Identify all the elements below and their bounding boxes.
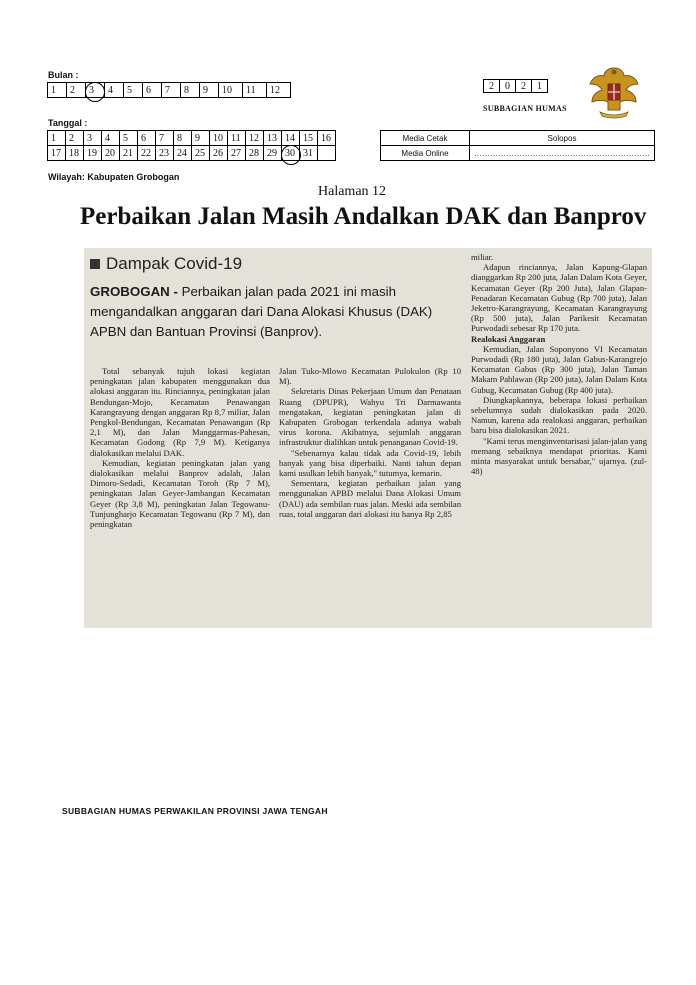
- day-cell: [192, 146, 210, 161]
- day-number: 20: [105, 147, 115, 159]
- day-cell: [84, 146, 102, 161]
- garuda-emblem-icon: [586, 62, 642, 120]
- day-cell: [174, 146, 192, 161]
- month-cell: [219, 83, 243, 98]
- day-grid: [47, 130, 336, 161]
- month-number: 6: [146, 84, 151, 96]
- day-number: 21: [123, 147, 133, 159]
- month-number: 12: [270, 84, 280, 96]
- day-cell: [48, 131, 66, 146]
- month-cell: [86, 83, 105, 98]
- day-cell: [264, 146, 282, 161]
- col3-subheading: Realokasi Anggaran: [471, 333, 546, 344]
- day-number: 5: [123, 132, 128, 144]
- day-number: 10: [213, 132, 223, 144]
- month-number: 3: [89, 84, 94, 96]
- square-bullet-icon: [90, 259, 100, 269]
- day-number: 29: [267, 147, 277, 159]
- day-cell: [66, 131, 84, 146]
- page-number: Halaman 12: [318, 184, 387, 199]
- column-3: [471, 252, 647, 476]
- month-number: 8: [184, 84, 189, 96]
- col2-paragraph-3: "Sebenarnya kalau tidak ada Covid-19, lebih banyak yang bisa diperbaiki. Nanti tahun depan kami usulkan lebih banyak," tutumya, kemarin.: [279, 447, 461, 479]
- day-number: 13: [267, 132, 277, 144]
- media-online-value: …………………………………………………………: [470, 146, 655, 161]
- org-name: SUBBAGIAN HUMAS: [483, 104, 567, 113]
- day-number: 15: [303, 132, 313, 144]
- month-cell: [267, 83, 291, 98]
- day-cell: [84, 131, 102, 146]
- day-cell: [192, 131, 210, 146]
- day-cell: [228, 131, 246, 146]
- day-cell: [246, 146, 264, 161]
- year-digit: 2: [484, 80, 500, 93]
- col2-paragraph-1: Jalan Tuko-Mlowo Kecamatan Pulokulon (Rp 10 M).: [279, 366, 461, 387]
- day-cell: [264, 131, 282, 146]
- column-1: [90, 366, 270, 529]
- day-number: 8: [177, 132, 182, 144]
- month-cell: [243, 83, 267, 98]
- day-number: 3: [87, 132, 92, 144]
- month-cell: [200, 83, 219, 98]
- day-number: 25: [195, 147, 205, 159]
- media-cetak-label: Media Cetak: [381, 131, 470, 146]
- day-number: 28: [249, 147, 259, 159]
- day-number: 18: [69, 147, 79, 159]
- day-number: 23: [159, 147, 169, 159]
- day-cell: [156, 131, 174, 146]
- day-number: 26: [213, 147, 223, 159]
- day-cell: [210, 131, 228, 146]
- lead-paragraph: [90, 282, 460, 342]
- day-number: 17: [51, 147, 61, 159]
- column-2: [279, 366, 461, 519]
- month-cell: [67, 83, 86, 98]
- col3-paragraph-1: Adapun rinciannya, Jalan Kapung-Glapan dianggarkan Rp 200 juta, Jalan Dalam Kota Geyer, Kecamatan Geyer (Rp 200 Juta), Jalan Glapan-Penadaran Kecamatan Gubug (Rp 700 juta), Jalan Jeketro-Karangrayung, Kecamatan Karangrayung (Rp 500 juta), Jalan Parikesit Kecamatan Purwodadi sebesar Rp 170 juta.: [471, 262, 647, 334]
- lead-text: Perbaikan jalan pada 2021 ini masih mengandalkan anggaran dari Dana Alokasi Khusus (DAK) APBN dan Bantuan Provinsi (Banprov).: [90, 284, 433, 339]
- day-cell: [282, 146, 300, 161]
- month-number: 1: [51, 84, 56, 96]
- media-online-label: Media Online: [381, 146, 470, 161]
- col3-paragraph-3: Diungkapkannya, beberapa lokasi perbaikan sebelumnya sudah dialokasikan pada 2020. Namun, karena ada realokasi anggaran, perbaikan baru bisa dialokasikan 2021.: [471, 394, 647, 436]
- col1-paragraph-1: Total sebanyak tujuh lokasi kegiatan peningkatan jalan kabupaten menggunakan dua alokasi anggaran itu. Rinciannya, peningkatan jalan Bendungan-Mojo, Kecamatan Penawangan Karangrayung dengan anggaran Rp 8,7 miliar, Jalan Pengkol-Bendungan, Kecamatan Penawangan (Rp 2,1 M), dan Jalan Manggarmas-Pahesan, Kecamatan Godong (Rp 7,9 M). Ketiganya dialokasikan melalui DAK.: [90, 366, 270, 458]
- media-table: [380, 130, 655, 161]
- day-number: 14: [285, 132, 295, 144]
- day-cell: [138, 131, 156, 146]
- day-number: 27: [231, 147, 241, 159]
- month-number: 9: [203, 84, 208, 96]
- day-cell: [228, 146, 246, 161]
- year-box: [483, 79, 548, 93]
- month-number: 10: [222, 84, 232, 96]
- wilayah-label: Wilayah: Kabupaten Grobogan: [48, 172, 180, 182]
- col1-paragraph-2: Kemudian, kegiatan peningkatan jalan yang dialokasikan melalui Banprov adalah, Jalan Dimoro-Sedadi, Kecamatan Toroh (Rp 7 M), peningkatan Jalan Geyer-Jambangan Kecamatan Geyer (Rp 3,8 M), peningkatan Jalan Tegowanu-Tunjungharjo Kecamatan Tegowanu (Rp 7 M), dan peningkatan: [90, 457, 270, 530]
- day-cell: [210, 146, 228, 161]
- day-number: 1: [51, 132, 56, 144]
- day-cell: [120, 131, 138, 146]
- day-cell: [318, 146, 336, 161]
- day-number: 2: [69, 132, 74, 144]
- month-number: 7: [165, 84, 170, 96]
- day-cell: [156, 146, 174, 161]
- day-cell: [66, 146, 84, 161]
- day-number: 30: [285, 147, 295, 159]
- month-cell: [124, 83, 143, 98]
- day-cell: [282, 131, 300, 146]
- bulan-label: Bulan :: [48, 70, 79, 80]
- day-cell: [300, 146, 318, 161]
- day-cell: [300, 131, 318, 146]
- day-cell: [318, 131, 336, 146]
- month-cell: [105, 83, 124, 98]
- day-number: 9: [195, 132, 200, 144]
- day-cell: [48, 146, 66, 161]
- newspaper-clipping: [84, 248, 652, 628]
- month-cell: [162, 83, 181, 98]
- month-cell: [48, 83, 67, 98]
- day-cell: [102, 146, 120, 161]
- year-digit: 0: [500, 80, 516, 93]
- col3-paragraph-2: Kemudian, Jalan Soponyono VI Kecamatan Purwodadi (Rp 180 juta), Jalan Gabus-Karangrejo Kecamatan Gabus (Rp 300 juta), Jalan Taman Makam Pahlawan (Rp 200 juta), Jalan Dalam Kota Gubug, Kecamatan Gubug (Rp 400 juta).: [471, 343, 647, 395]
- col2-paragraph-2: Sekretaris Dinas Pekerjaan Umum dan Penataan Ruang (DPUPR), Wahyu Tri Darmawanta mengatakan, kegiatan peningkatan jalan di Kabupaten Grobogan terkendala adanya wabah virus korona. Akibatnya, sejumlah anggaran infrastruktur dialihkan untuk penanganan Covid-19.: [279, 386, 461, 448]
- day-cell: [102, 131, 120, 146]
- day-number: 19: [87, 147, 97, 159]
- day-number: 22: [141, 147, 151, 159]
- day-cell: [246, 131, 264, 146]
- kicker: [90, 254, 242, 274]
- col3-paragraph-4: "Kami terus menginventarisasi jalan-jalan yang memang sebaiknya mendapat prioritas. Kami minta masyarakat untuk bersabar," ujarnya. (zul-48): [471, 435, 647, 477]
- col3-paragraph-0: miliar.: [471, 252, 494, 262]
- tanggal-label: Tanggal :: [48, 118, 88, 128]
- footer: SUBBAGIAN HUMAS PERWAKILAN PROVINSI JAWA TENGAH: [62, 806, 328, 816]
- media-cetak-value: Solopos: [470, 131, 655, 146]
- kicker-text: Dampak Covid-19: [106, 254, 243, 273]
- day-number: 31: [303, 147, 313, 159]
- day-number: 4: [105, 132, 110, 144]
- month-number: 11: [246, 84, 256, 96]
- month-number: 2: [70, 84, 75, 96]
- month-grid: [47, 82, 291, 98]
- lead-dateline: GROBOGAN -: [90, 284, 178, 299]
- day-number: 11: [231, 132, 241, 144]
- month-number: 4: [108, 84, 113, 96]
- year-digit: 2: [516, 80, 532, 93]
- day-cell: [120, 146, 138, 161]
- month-cell: [181, 83, 200, 98]
- day-cell: [138, 146, 156, 161]
- day-number: 7: [159, 132, 164, 144]
- day-cell: [174, 131, 192, 146]
- day-number: 6: [141, 132, 146, 144]
- headline: Perbaikan Jalan Masih Andalkan DAK dan Banprov: [80, 203, 647, 230]
- year-digit: 1: [532, 80, 548, 93]
- month-cell: [143, 83, 162, 98]
- day-number: 12: [249, 132, 259, 144]
- col2-paragraph-4: Sementara, kegiatan perbaikan jalan yang menggunakan APBD melalui Dana Alokasi Umum (DAU) ada sembilan ruas jalan. Meski ada sembilan ruas, total anggaran dari alokasi itu hanya Rp 2,85: [279, 478, 461, 519]
- day-number: 24: [177, 147, 187, 159]
- month-number: 5: [127, 84, 132, 96]
- day-number: 16: [321, 132, 331, 144]
